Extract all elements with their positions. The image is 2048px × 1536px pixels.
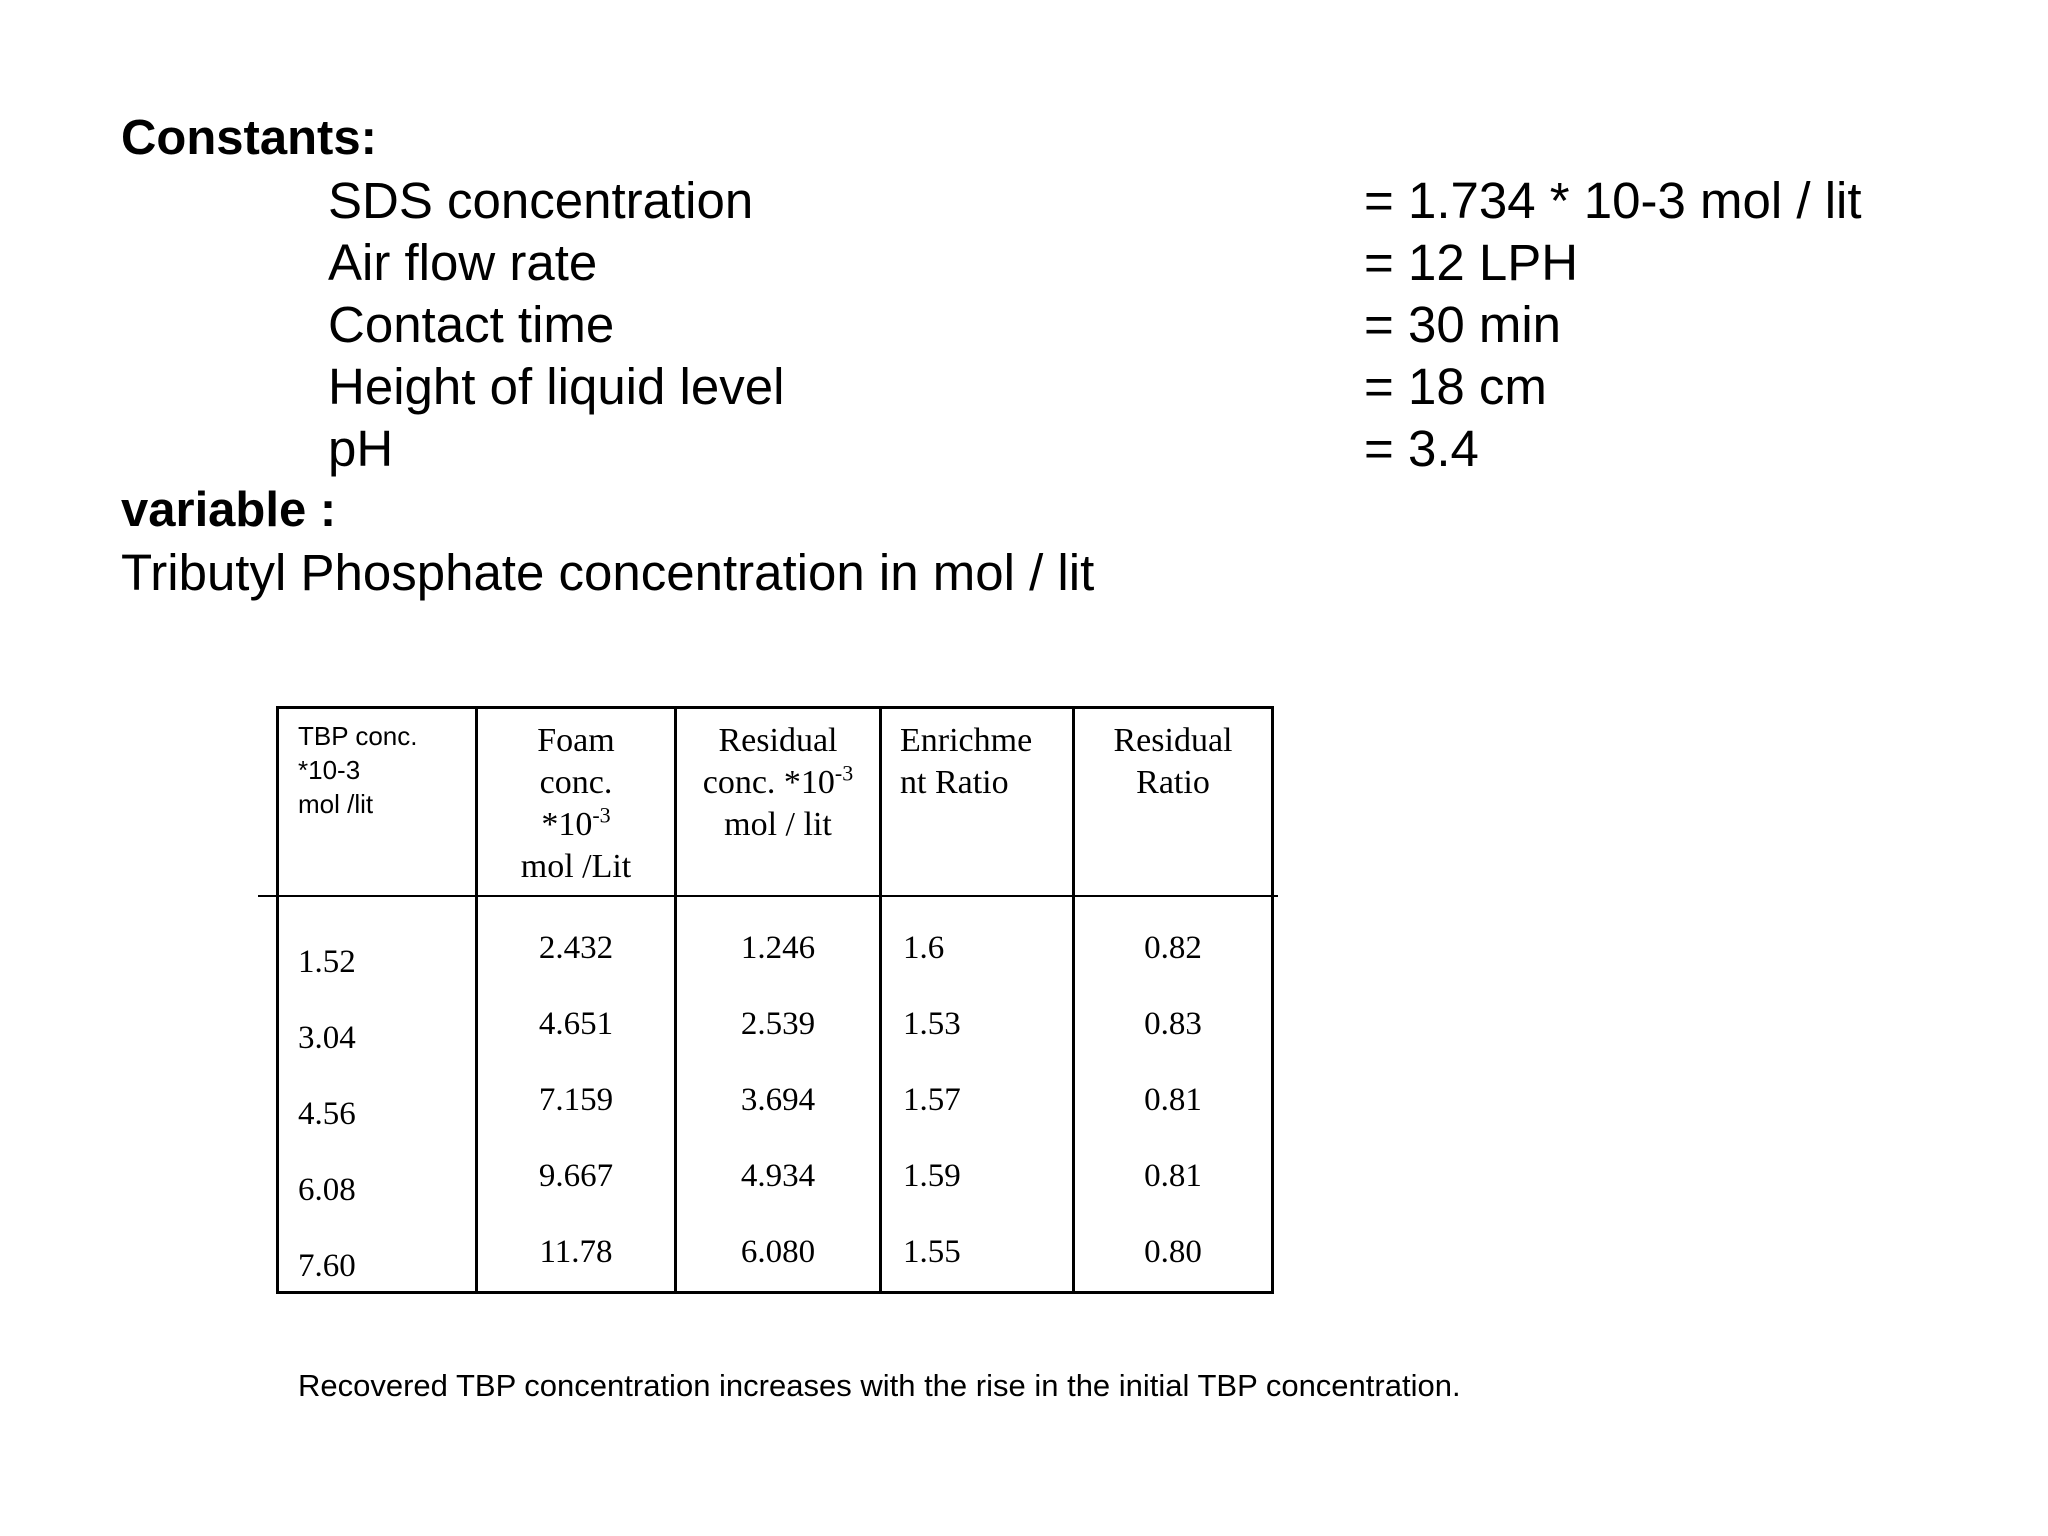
table-column-divider: [1271, 706, 1274, 1294]
header-foam-conc: Foam conc. $*10^{-3}$ mol /Lit: [520, 722, 632, 885]
constant-value-contact-time: = 30 min: [1364, 296, 1562, 353]
cell-foam: 11.78: [539, 1234, 613, 1270]
cell-foam: 7.159: [538, 1082, 614, 1118]
constant-label-air-flow: Air flow rate: [328, 234, 598, 291]
cell-tbp: 4.56: [298, 1096, 356, 1132]
constant-label-liquid-height: Height of liquid level: [328, 358, 785, 415]
header-residual-conc: Residual conc. $*10^{-3}$ mol / lit: [702, 722, 854, 843]
constant-value-air-flow: = 12 LPH: [1364, 234, 1579, 291]
header-residual-ratio: Residual Ratio: [1113, 722, 1233, 801]
table-bottom-border: [276, 1291, 1274, 1294]
cell-foam: 9.667: [538, 1158, 614, 1194]
cell-residual: 3.694: [740, 1082, 816, 1118]
cell-residual: 1.246: [740, 930, 816, 966]
table-column-divider: [879, 706, 882, 1294]
cell-residual-ratio: 0.81: [1144, 1082, 1202, 1118]
constants-heading: Constants:: [121, 111, 377, 165]
cell-residual: 4.934: [740, 1158, 816, 1194]
cell-residual-ratio: 0.82: [1144, 930, 1202, 966]
cell-residual: 2.539: [740, 1006, 816, 1042]
constant-value-liquid-height: = 18 cm: [1364, 358, 1547, 415]
cell-enrichment: 1.57: [903, 1082, 961, 1118]
cell-tbp: 7.60: [298, 1248, 356, 1284]
cell-tbp: 1.52: [298, 944, 356, 980]
constant-label-sds: SDS concentration: [328, 172, 754, 229]
constant-value-sds: = 1.734 * 10-3 mol / lit: [1364, 172, 1862, 229]
cell-enrichment: 1.59: [903, 1158, 961, 1194]
cell-enrichment: 1.6: [903, 930, 945, 966]
cell-residual-ratio: 0.80: [1144, 1234, 1202, 1270]
table-header-divider: [258, 895, 1278, 897]
cell-residual: 6.080: [740, 1234, 816, 1270]
variable-heading: variable :: [121, 483, 337, 537]
header-enrichment-ratio: Enrichme nt Ratio: [900, 722, 1033, 801]
table-top-border: [276, 706, 1274, 709]
cell-foam: 2.432: [538, 930, 614, 966]
cell-tbp: 3.04: [298, 1020, 356, 1056]
variable-description: Tributyl Phosphate concentration in mol / lit: [121, 544, 1095, 601]
constant-value-ph: = 3.4: [1364, 420, 1479, 477]
cell-residual-ratio: 0.83: [1144, 1006, 1202, 1042]
cell-tbp: 6.08: [298, 1172, 356, 1208]
cell-foam: 4.651: [538, 1006, 614, 1042]
cell-enrichment: 1.55: [903, 1234, 961, 1270]
cell-residual-ratio: 0.81: [1144, 1158, 1202, 1194]
constant-label-ph: pH: [328, 420, 394, 477]
table-column-divider: [276, 706, 279, 1294]
table-caption: Recovered TBP concentration increases with the rise in the initial TBP concentration.: [298, 1368, 1461, 1403]
constant-label-contact-time: Contact time: [328, 296, 615, 353]
cell-enrichment: 1.53: [903, 1006, 961, 1042]
header-tbp-conc: TBP conc. *10-3 mol /lit: [298, 721, 418, 819]
